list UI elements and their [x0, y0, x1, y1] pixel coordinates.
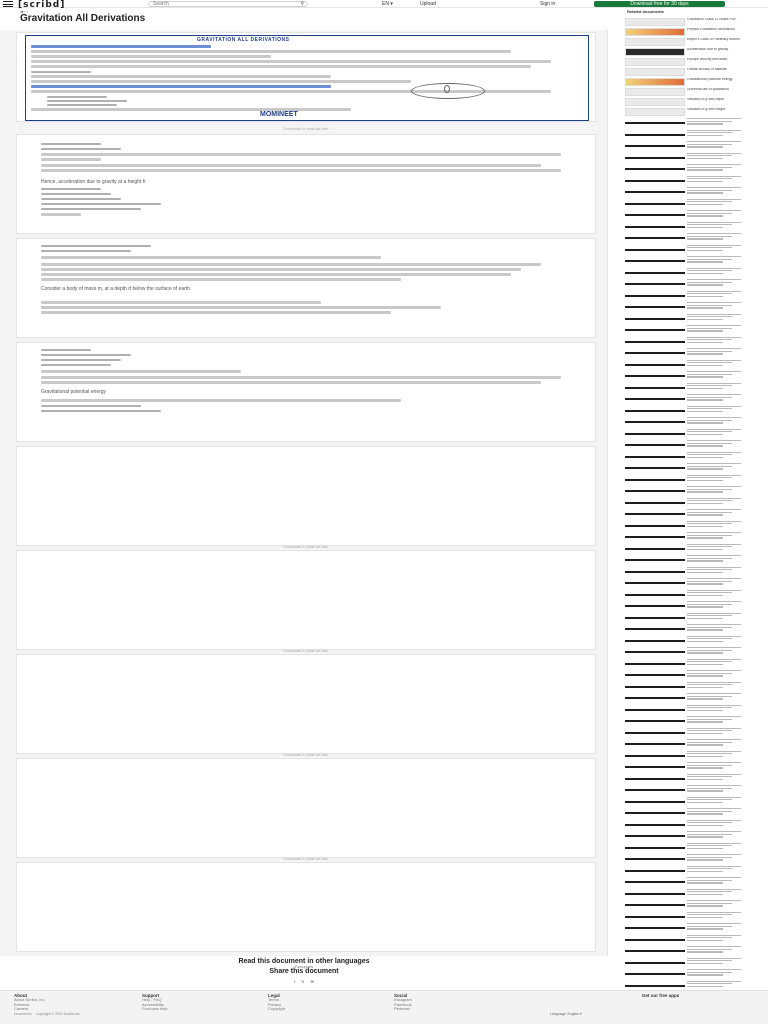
related-document-snippet[interactable]: [687, 130, 747, 137]
related-document-snippet[interactable]: [687, 245, 747, 252]
related-document-thumbnail[interactable]: [625, 433, 685, 435]
document-thumbnail[interactable]: [625, 18, 685, 26]
related-document-snippet[interactable]: [687, 567, 747, 574]
related-document-thumbnail[interactable]: [625, 249, 685, 251]
page-separator[interactable]: Download to read ad-free: [283, 752, 329, 757]
related-document-snippet[interactable]: [687, 590, 747, 597]
footer-column-social: [394, 993, 504, 1012]
text-line: [31, 85, 331, 88]
page-separator[interactable]: Download to read ad-free: [283, 544, 329, 549]
related-documents-sidebar: [611, 8, 768, 958]
related-document-thumbnail[interactable]: [625, 916, 685, 918]
math-line: [41, 208, 141, 210]
document-page-6: [16, 550, 596, 650]
page-text: Gravitational potential energy: [41, 389, 107, 395]
related-document-thumbnail[interactable]: [625, 191, 685, 193]
related-document-snippet[interactable]: [687, 406, 747, 413]
related-document-thumbnail[interactable]: [625, 686, 685, 688]
math-line: [41, 410, 161, 412]
text-line: [31, 65, 531, 68]
text-line: [31, 80, 411, 83]
related-document-snippet[interactable]: [687, 958, 747, 965]
related-document-snippet[interactable]: [687, 429, 747, 436]
text-line: [41, 158, 101, 161]
related-document-thumbnail[interactable]: [625, 421, 685, 423]
related-document-snippet[interactable]: [687, 187, 747, 194]
site-footer: [0, 990, 768, 1024]
related-document-thumbnail[interactable]: [625, 168, 685, 170]
document-title: Gravitation All Derivations: [20, 13, 146, 24]
related-document-thumbnail[interactable]: [625, 145, 685, 147]
related-document-item[interactable]: [625, 48, 765, 56]
page-text: Hence, acceleration due to gravity at a height h: [41, 179, 146, 185]
related-document-snippet[interactable]: [687, 486, 747, 493]
related-document-thumbnail[interactable]: [625, 720, 685, 722]
document-page-2: [16, 134, 596, 234]
related-document-snippet[interactable]: [687, 889, 747, 896]
related-document-snippet[interactable]: [687, 647, 747, 654]
footer-link[interactable]: Careers: [14, 1006, 29, 1011]
related-document-item[interactable]: [625, 58, 765, 66]
scribd-logo[interactable]: [scribd]: [18, 0, 66, 10]
related-document-thumbnail[interactable]: [625, 272, 685, 274]
related-document-snippet[interactable]: [687, 935, 747, 942]
related-document-snippet[interactable]: [687, 532, 747, 539]
related-document-snippet[interactable]: [687, 728, 747, 735]
document-thumbnail[interactable]: [625, 38, 685, 46]
related-document-snippet[interactable]: [687, 843, 747, 850]
related-document-snippet[interactable]: [687, 360, 747, 367]
email-icon[interactable]: ✉: [310, 979, 314, 984]
text-line: [41, 213, 81, 216]
related-document-snippet[interactable]: [687, 268, 747, 275]
related-document-thumbnail[interactable]: [625, 479, 685, 481]
text-line: [41, 164, 541, 167]
footer-link[interactable]: Help / FAQ: [142, 997, 162, 1002]
share-icons-row: [280, 979, 328, 984]
math-line: [47, 104, 117, 106]
related-document-thumbnail[interactable]: [625, 571, 685, 573]
math-line: [41, 364, 111, 366]
related-document-snippet[interactable]: [687, 682, 747, 689]
text-line: [31, 50, 511, 53]
related-document-title[interactable]: Gravitational potential energy: [687, 78, 733, 81]
related-document-snippet[interactable]: [687, 164, 747, 171]
related-document-thumbnail[interactable]: [625, 709, 685, 711]
related-document-snippet[interactable]: [687, 452, 747, 459]
related-document-item[interactable]: [625, 28, 765, 36]
related-document-thumbnail[interactable]: [625, 375, 685, 377]
download-free-button[interactable]: Download free for 30 days: [594, 1, 725, 7]
related-document-item[interactable]: [625, 18, 765, 26]
related-document-thumbnail[interactable]: [625, 134, 685, 136]
related-document-title[interactable]: Gravitation Class 11 Notes PDF: [687, 18, 737, 21]
related-document-thumbnail[interactable]: [625, 203, 685, 205]
related-document-thumbnail[interactable]: [625, 743, 685, 745]
related-document-thumbnail[interactable]: [625, 904, 685, 906]
related-document-snippet[interactable]: [687, 877, 747, 884]
text-line: [31, 108, 351, 111]
related-document-snippet[interactable]: [687, 808, 747, 815]
related-document-snippet[interactable]: [687, 751, 747, 758]
related-document-thumbnail[interactable]: [625, 617, 685, 619]
related-document-thumbnail[interactable]: [625, 226, 685, 228]
math-line: [41, 405, 141, 407]
related-document-title[interactable]: Escape velocity derivation: [687, 58, 728, 61]
related-document-thumbnail[interactable]: [625, 260, 685, 262]
related-document-thumbnail[interactable]: [625, 640, 685, 642]
other-languages-heading: Read this document in other languages: [238, 958, 370, 965]
related-document-snippet[interactable]: [687, 831, 747, 838]
document-page-7: [16, 654, 596, 754]
related-document-title[interactable]: Orbital velocity of satellite: [687, 68, 727, 71]
footer-link[interactable]: Terms: [268, 997, 279, 1002]
related-document-snippet[interactable]: [687, 222, 747, 229]
document-page-4: [16, 342, 596, 442]
related-document-thumbnail[interactable]: [625, 927, 685, 929]
related-document-thumbnail[interactable]: [625, 318, 685, 320]
footer-link[interactable]: Instagram: [394, 997, 412, 1002]
text-line: [41, 256, 381, 259]
text-line: [41, 301, 321, 304]
related-document-thumbnail[interactable]: [625, 801, 685, 803]
footer-link[interactable]: Accessibility: [142, 1001, 164, 1007]
math-line: [41, 203, 161, 205]
related-document-snippet[interactable]: [687, 256, 747, 263]
related-document-thumbnail[interactable]: [625, 180, 685, 182]
footer-bottom-row: [14, 1012, 754, 1016]
text-line: [41, 169, 561, 172]
related-document-snippet[interactable]: [687, 199, 747, 206]
document-page-5: [16, 446, 596, 546]
math-line: [31, 71, 91, 73]
related-document-thumbnail[interactable]: [625, 962, 685, 964]
text-line: [31, 60, 551, 63]
related-document-snippet[interactable]: [687, 314, 747, 321]
text-line: [41, 376, 561, 379]
related-document-snippet[interactable]: [687, 302, 747, 309]
related-document-snippet[interactable]: [687, 371, 747, 378]
related-document-thumbnail[interactable]: [625, 766, 685, 768]
related-document-thumbnail[interactable]: [625, 398, 685, 400]
page-separator[interactable]: Download to read ad-free: [283, 126, 329, 131]
related-document-thumbnail[interactable]: [625, 559, 685, 561]
planet-diagram: [444, 85, 450, 93]
related-document-thumbnail[interactable]: [625, 410, 685, 412]
document-thumbnail[interactable]: [625, 68, 685, 76]
page-separator[interactable]: Download to read ad-free: [283, 648, 329, 653]
math-line: [41, 188, 101, 190]
document-thumbnail[interactable]: [625, 98, 685, 106]
text-line: [31, 55, 271, 58]
related-document-thumbnail[interactable]: [625, 939, 685, 941]
related-document-thumbnail[interactable]: [625, 605, 685, 607]
document-thumbnail[interactable]: [625, 28, 685, 36]
watermark-brand: MOMINEET: [260, 111, 298, 118]
facebook-icon[interactable]: f: [294, 979, 296, 984]
related-document-snippet[interactable]: [687, 636, 747, 643]
related-document-thumbnail[interactable]: [625, 502, 685, 504]
related-document-snippet[interactable]: [687, 325, 747, 332]
related-document-thumbnail[interactable]: [625, 364, 685, 366]
related-document-thumbnail[interactable]: [625, 157, 685, 159]
related-document-snippet[interactable]: [687, 762, 747, 769]
document-thumbnail[interactable]: [625, 78, 685, 86]
related-document-snippet[interactable]: [687, 153, 747, 160]
related-document-snippet[interactable]: [687, 498, 747, 505]
related-document-snippet[interactable]: [687, 578, 747, 585]
footer-link[interactable]: Facebook: [394, 1001, 412, 1007]
text-line: [41, 399, 401, 402]
related-document-snippet[interactable]: [687, 774, 747, 781]
document-thumbnail[interactable]: [625, 48, 685, 56]
related-document-thumbnail[interactable]: [625, 858, 685, 860]
related-document-snippet[interactable]: [687, 417, 747, 424]
related-document-thumbnail[interactable]: [625, 881, 685, 883]
footer-link[interactable]: Copyright: [268, 1006, 286, 1011]
related-document-thumbnail[interactable]: [625, 329, 685, 331]
hamburger-menu-icon[interactable]: [3, 1, 13, 7]
language-link[interactable]: Português: [294, 964, 314, 969]
math-line: [47, 100, 127, 102]
footer-link[interactable]: Everand: [14, 1001, 29, 1007]
related-document-thumbnail[interactable]: [625, 548, 685, 550]
related-document-thumbnail[interactable]: [625, 870, 685, 872]
math-line: [41, 354, 131, 356]
page-text: Consider a body of mass m, at a depth d below the surface of earth: [41, 286, 190, 292]
related-document-snippet[interactable]: [687, 797, 747, 804]
related-document-snippet[interactable]: [687, 509, 747, 516]
text-line: [41, 311, 391, 314]
related-document-snippet[interactable]: [687, 739, 747, 746]
related-document-snippet[interactable]: [687, 555, 747, 562]
related-document-item[interactable]: [625, 88, 765, 96]
related-document-snippet[interactable]: [687, 440, 747, 447]
related-document-thumbnail[interactable]: [625, 594, 685, 596]
related-document-thumbnail[interactable]: [625, 122, 685, 124]
footer-link[interactable]: About Scribd, Inc.: [14, 997, 46, 1002]
related-document-snippet[interactable]: [687, 233, 747, 240]
footer-link[interactable]: Purchase help: [142, 1006, 168, 1011]
related-document-snippet[interactable]: [687, 923, 747, 930]
math-line: [41, 193, 111, 195]
language-selector-button[interactable]: EN ▾: [382, 1, 393, 7]
related-document-thumbnail[interactable]: [625, 893, 685, 895]
document-viewer[interactable]: [0, 30, 608, 956]
related-document-snippet[interactable]: [687, 946, 747, 953]
related-document-thumbnail[interactable]: [625, 651, 685, 653]
related-document-snippet[interactable]: [687, 601, 747, 608]
footer-link[interactable]: Pinterest: [394, 1006, 410, 1011]
related-document-snippet[interactable]: [687, 210, 747, 217]
related-document-thumbnail[interactable]: [625, 341, 685, 343]
related-document-snippet[interactable]: [687, 291, 747, 298]
footer-column-about: [14, 993, 124, 1012]
upload-button[interactable]: Upload: [420, 1, 436, 7]
related-document-title[interactable]: Universal law of gravitation: [687, 88, 729, 91]
breadcrumb[interactable]: ◀ • •: [20, 9, 29, 14]
related-document-title[interactable]: Variation of g with height: [687, 108, 726, 111]
related-document-thumbnail[interactable]: [625, 697, 685, 699]
related-document-thumbnail[interactable]: [625, 525, 685, 527]
related-document-snippet[interactable]: [687, 141, 747, 148]
search-input[interactable]: [148, 1, 308, 7]
document-page-9: [16, 862, 596, 952]
text-line: [41, 268, 521, 271]
footer-link[interactable]: Privacy: [268, 1001, 282, 1007]
related-document-snippet[interactable]: [687, 475, 747, 482]
footer-column-legal: [268, 993, 378, 1012]
related-document-snippet[interactable]: [687, 279, 747, 286]
page-separator[interactable]: Download to read ad-free: [283, 856, 329, 861]
related-document-snippet[interactable]: [687, 383, 747, 390]
related-document-thumbnail[interactable]: [625, 582, 685, 584]
related-document-item[interactable]: [625, 38, 765, 46]
text-line: [41, 381, 541, 384]
related-document-title[interactable]: Acceleration due to gravity: [687, 48, 729, 51]
related-document-snippet[interactable]: [687, 854, 747, 861]
document-thumbnail[interactable]: [625, 108, 685, 116]
text-line: [41, 278, 401, 281]
text-line: [41, 153, 561, 156]
related-document-snippet[interactable]: [687, 118, 747, 125]
related-document-snippet[interactable]: [687, 337, 747, 344]
related-document-title[interactable]: Variation of g with depth: [687, 98, 725, 101]
related-document-title[interactable]: Kepler's Laws of Planetary Motion: [687, 38, 740, 41]
related-document-thumbnail[interactable]: [625, 950, 685, 952]
related-document-title[interactable]: Physics Gravitation derivations: [687, 28, 735, 31]
footer-heading: About: [14, 993, 27, 998]
related-document-snippet[interactable]: [687, 659, 747, 666]
related-document-thumbnail[interactable]: [625, 674, 685, 676]
footer-heading: Legal: [268, 993, 280, 998]
related-document-snippet[interactable]: [687, 176, 747, 183]
document-thumbnail[interactable]: [625, 88, 685, 96]
footer-heading: Support: [142, 993, 160, 998]
related-document-snippet[interactable]: [687, 624, 747, 631]
related-document-thumbnail[interactable]: [625, 456, 685, 458]
document-page-8: [16, 758, 596, 858]
related-document-thumbnail[interactable]: [625, 755, 685, 757]
page-heading: GRAVITATION ALL DERIVATIONS: [197, 37, 290, 43]
footer-column-support: [142, 993, 252, 1012]
math-line: [41, 245, 151, 247]
related-document-thumbnail[interactable]: [625, 214, 685, 216]
related-document-snippet[interactable]: [687, 670, 747, 677]
text-line: [41, 370, 241, 373]
copyright-text: Copyright © 2024 Scribd Inc.: [35, 1012, 81, 1016]
related-document-snippet[interactable]: [687, 981, 747, 988]
related-document-snippet[interactable]: [687, 820, 747, 827]
documents-link[interactable]: Documents: [14, 1012, 32, 1016]
related-document-snippet[interactable]: [687, 900, 747, 907]
related-document-snippet[interactable]: [687, 613, 747, 620]
text-line: [31, 45, 211, 48]
search-placeholder: Search: [153, 1, 169, 7]
document-page-3: [16, 238, 596, 338]
share-heading: Share this document: [269, 968, 339, 975]
related-document-item[interactable]: [625, 108, 765, 116]
related-document-thumbnail[interactable]: [625, 444, 685, 446]
related-document-thumbnail[interactable]: [625, 789, 685, 791]
text-line: [41, 306, 441, 309]
related-document-thumbnail[interactable]: [625, 973, 685, 975]
math-line: [41, 359, 121, 361]
text-line: [31, 75, 331, 78]
related-document-thumbnail[interactable]: [625, 387, 685, 389]
document-page-1: [16, 32, 596, 122]
get-apps-heading: Get our free apps: [642, 993, 680, 998]
related-document-snippet[interactable]: [687, 866, 747, 873]
related-document-item[interactable]: [625, 78, 765, 86]
top-navigation-bar: [0, 0, 768, 8]
related-document-snippet[interactable]: [687, 705, 747, 712]
related-document-snippet[interactable]: [687, 463, 747, 470]
related-document-thumbnail[interactable]: [625, 490, 685, 492]
related-document-snippet[interactable]: [687, 693, 747, 700]
math-line: [41, 148, 121, 150]
related-document-thumbnail[interactable]: [625, 283, 685, 285]
related-document-snippet[interactable]: [687, 785, 747, 792]
related-document-thumbnail[interactable]: [625, 847, 685, 849]
twitter-icon[interactable]: 𝕏: [301, 979, 305, 984]
related-document-thumbnail[interactable]: [625, 306, 685, 308]
related-document-thumbnail[interactable]: [625, 536, 685, 538]
sidebar-heading: Related documents: [627, 9, 664, 14]
related-document-thumbnail[interactable]: [625, 295, 685, 297]
related-document-snippet[interactable]: [687, 544, 747, 551]
text-line: [41, 263, 541, 266]
related-document-snippet[interactable]: [687, 348, 747, 355]
related-document-thumbnail[interactable]: [625, 237, 685, 239]
math-line: [47, 96, 107, 98]
math-line: [41, 198, 121, 200]
related-document-thumbnail[interactable]: [625, 732, 685, 734]
related-document-snippet[interactable]: [687, 969, 747, 976]
related-document-thumbnail[interactable]: [625, 824, 685, 826]
related-document-item[interactable]: [625, 68, 765, 76]
related-document-snippet[interactable]: [687, 394, 747, 401]
related-document-snippet[interactable]: [687, 912, 747, 919]
related-document-item[interactable]: [625, 98, 765, 106]
math-line: [41, 349, 91, 351]
related-document-thumbnail[interactable]: [625, 628, 685, 630]
related-document-thumbnail[interactable]: [625, 778, 685, 780]
related-document-thumbnail[interactable]: [625, 985, 685, 987]
document-thumbnail[interactable]: [625, 58, 685, 66]
related-document-thumbnail[interactable]: [625, 663, 685, 665]
related-document-thumbnail[interactable]: [625, 467, 685, 469]
related-document-thumbnail[interactable]: [625, 835, 685, 837]
related-document-snippet[interactable]: [687, 716, 747, 723]
search-icon[interactable]: ⚲: [300, 1, 304, 7]
footer-heading: Social: [394, 993, 408, 998]
math-line: [41, 143, 101, 145]
related-document-snippet[interactable]: [687, 521, 747, 528]
footer-language-selector[interactable]: Language: English ▾: [550, 1012, 582, 1016]
related-document-thumbnail[interactable]: [625, 513, 685, 515]
math-line: [41, 250, 131, 252]
text-line: [41, 273, 511, 276]
related-document-thumbnail[interactable]: [625, 812, 685, 814]
sign-in-button[interactable]: Sign in: [540, 1, 556, 7]
related-document-thumbnail[interactable]: [625, 352, 685, 354]
